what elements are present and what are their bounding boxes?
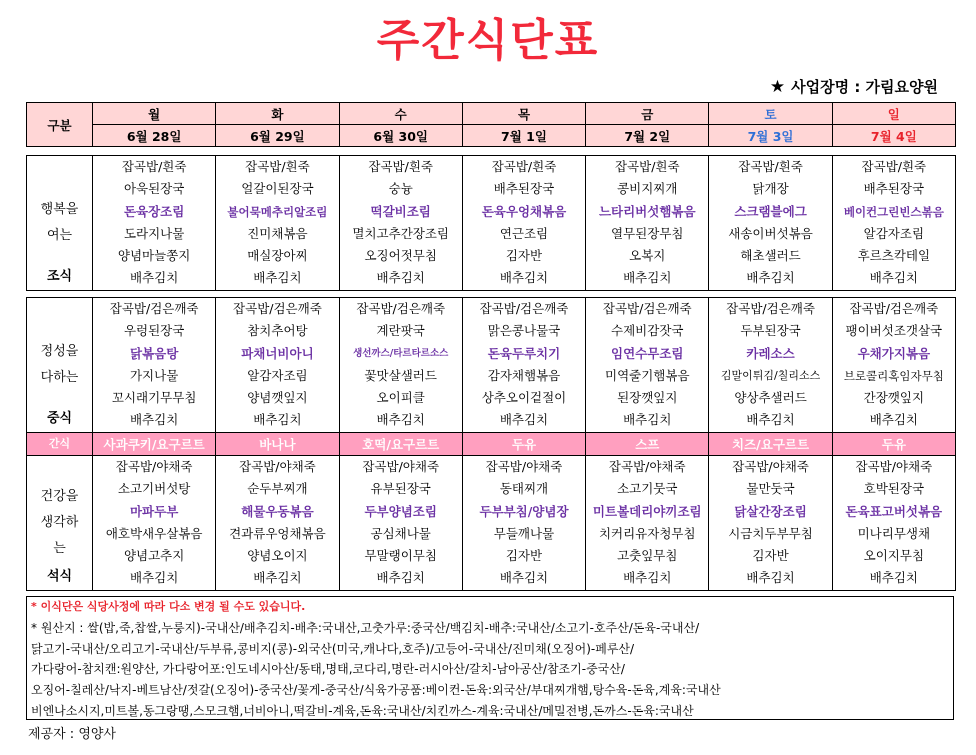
meal-label-bottom: 석식: [46, 568, 73, 584]
menu-item: 오이지무침: [863, 548, 925, 564]
menu-cell: [216, 156, 339, 291]
menu-item: 배추된장국: [493, 181, 555, 197]
menu-item: 우채가지볶음: [857, 345, 931, 361]
menu-item: 아욱된장국: [123, 181, 185, 197]
menu-item: 계란팟국: [376, 323, 425, 339]
supplier: 제공자 : 영양사: [28, 727, 116, 742]
meal-label-bottom: 조식: [46, 268, 73, 284]
menu-item: 돈육우엉채볶음: [481, 203, 567, 219]
menu-item: 공심채나물: [370, 525, 431, 541]
meal-label: [27, 156, 93, 291]
menu-item: 브로콜리혹임자무침: [843, 368, 944, 383]
menu-item: 미나리무생채: [857, 525, 931, 541]
menu-item: 알감자조림: [247, 367, 308, 383]
lunch-row: [27, 298, 956, 433]
menu-item: 매실장아찌: [247, 248, 308, 264]
menu-item: 해물우동볶음: [241, 503, 314, 519]
snack-item: 호떡/요구르트: [339, 432, 462, 455]
header-row-day: [27, 103, 956, 125]
menu-item: 임연수무조림: [611, 345, 684, 361]
menu-item: 간장깻잎지: [863, 390, 925, 406]
menu-item: 물만둣국: [746, 481, 795, 497]
menu-item: 가지나물: [129, 367, 179, 383]
menu-item: 미트볼데리야끼조림: [592, 503, 702, 519]
menu-cell: [339, 456, 462, 591]
menu-item: 감자채햄볶음: [487, 367, 561, 383]
menu-item: 순두부찌개: [247, 481, 308, 497]
menu-cell: [462, 456, 585, 591]
meal-label-top: 건강을 생각하는: [40, 488, 79, 556]
origin-line: 비엔나소시지,미트볼,동그랑땡,스모크햄,너비아니,떡갈비-계육,돈육:국내산/치킨까스-계육:국내산/메밀전병,돈까스-돈육:국내산: [31, 703, 694, 718]
menu-item: 김자반: [505, 548, 543, 564]
menu-item: 잡곡밥/야채죽: [608, 459, 686, 474]
menu-cell: [832, 298, 955, 433]
menu-item: 마파두부: [129, 503, 179, 519]
menu-item: 파채너비아니: [241, 345, 314, 361]
menu-item: 잡곡밥/검은깨죽: [849, 301, 939, 316]
menu-item: 해초샐러드: [740, 248, 801, 264]
menu-item: 닭볶음탕: [129, 345, 179, 361]
day-name: 월: [93, 103, 216, 125]
menu-item: 잡곡밥/검은깨죽: [356, 301, 446, 316]
facility-label: [770, 76, 938, 97]
menu-item: 김말이튀김/칠리소스: [720, 368, 821, 382]
menu-item: 배추김치: [746, 570, 795, 586]
menu-item: 멸치고추간장조림: [352, 225, 449, 241]
menu-item: 잡곡밥/야채죽: [855, 459, 933, 474]
menu-item: 우렁된장국: [123, 323, 185, 339]
menu-item: 배추된장국: [863, 181, 925, 197]
menu-item: 잡곡밥/야채죽: [485, 459, 563, 474]
snack-item: 두유: [832, 432, 955, 455]
menu-item: 미역줄기햄볶음: [605, 367, 690, 383]
menu-item: 알감자조림: [863, 225, 925, 241]
menu-item: 느타리버섯햄볶음: [598, 203, 696, 219]
menu-item: 김자반: [505, 248, 543, 264]
day-date: 7월 3일: [709, 125, 832, 147]
page-title: 주간식단표: [376, 15, 600, 66]
menu-item: 닭개장: [752, 181, 789, 197]
menu-item: 김자반: [752, 548, 789, 564]
menu-item: 잡곡밥/야채죽: [239, 459, 316, 474]
menu-cell: [462, 298, 585, 433]
breakfast-row: [27, 156, 956, 291]
origin-line: * 원산지 : 쌀(밥,죽,찹쌀,누룽지)-국내산/배추김치-배추:국내산,고춧가루:중국산/백김치-배추:국내산/소고기-호주산/돈육-국내산/: [31, 620, 700, 635]
meal-label: [27, 456, 93, 591]
menu-item: 배추김치: [253, 412, 302, 428]
meal-label-top: 정성을 다하는: [40, 343, 79, 385]
menu-item: 상추오이겉절이: [481, 390, 567, 406]
menu-item: 배추김치: [499, 412, 549, 428]
menu-item: 양상추샐러드: [734, 390, 807, 406]
menu-item: 소고기뭇국: [617, 481, 678, 497]
menu-item: 잡곡밥/흰죽: [368, 159, 433, 174]
meal-label: [27, 298, 93, 433]
menu-item: 배추김치: [499, 270, 549, 286]
menu-item: 얼갈이된장국: [241, 181, 314, 197]
menu-item: 불어묵메추리알조림: [227, 204, 328, 219]
menu-cell: [709, 456, 832, 591]
meal-label-bottom: 중식: [46, 410, 73, 426]
menu-item: 잡곡밥/흰죽: [614, 159, 680, 174]
menu-item: 배추김치: [253, 270, 302, 286]
menu-item: 두부부침/양념장: [479, 503, 569, 519]
snack-row: [27, 432, 956, 455]
header-table: [26, 102, 956, 147]
day-name: 수: [339, 103, 462, 125]
menu-cell: [339, 298, 462, 433]
menu-item: 도라지나물: [123, 225, 185, 241]
menu-item: 무들깨나물: [493, 525, 555, 541]
menu-item: 배추김치: [869, 412, 918, 428]
dinner-row: [27, 456, 956, 591]
breakfast-table: [26, 155, 956, 291]
menu-cell: [709, 298, 832, 433]
menu-cell: [586, 456, 709, 591]
day-date: 7월 2일: [586, 125, 709, 147]
menu-item: 돈육두루치기: [487, 345, 561, 361]
menu-cell: [586, 298, 709, 433]
menu-item: 잡곡밥/야채죽: [115, 459, 193, 474]
menu-item: 생선까스/타르타르소스: [353, 347, 449, 359]
menu-item: 잡곡밥/흰죽: [491, 159, 557, 174]
menu-item: 꽃맛살샐러드: [364, 367, 437, 383]
menu-item: 진미채볶음: [247, 225, 308, 241]
menu-item: 양념고추지: [123, 548, 185, 564]
menu-item: 베이컨그린빈스볶음: [843, 204, 944, 219]
snack-item: 바나나: [216, 432, 339, 455]
snack-item: 사과쿠키/요구르트: [93, 432, 216, 455]
menu-item: 시금치두부무침: [728, 525, 813, 541]
menu-cell: [93, 456, 216, 591]
menu-cell: [832, 456, 955, 591]
dinner-table: [26, 455, 956, 591]
menu-item: 팽이버섯조갯살국: [845, 323, 943, 339]
menu-item: 배추김치: [869, 270, 918, 286]
menu-item: 배추김치: [746, 270, 795, 286]
day-date: 6월 28일: [93, 125, 216, 147]
menu-item: 돈육장조림: [123, 203, 185, 219]
day-date: 7월 4일: [832, 125, 955, 147]
menu-item: 후르츠칵테일: [857, 248, 931, 264]
menu-item: 잡곡밥/검은깨죽: [726, 301, 815, 316]
menu-item: 배추김치: [253, 570, 302, 586]
menu-item: 잡곡밥/야채죽: [732, 459, 809, 474]
day-name: 금: [586, 103, 709, 125]
menu-item: 수제비감잣국: [611, 323, 684, 339]
menu-item: 잡곡밥/검은깨죽: [602, 301, 692, 316]
day-name: 일: [832, 103, 955, 125]
menu-cell: [93, 298, 216, 433]
day-name: 토: [709, 103, 832, 125]
header-label: 구분: [27, 103, 93, 147]
menu-cell: [339, 156, 462, 291]
menu-item: 숭늉: [388, 181, 413, 197]
snack-item: 스프: [586, 432, 709, 455]
menu-item: 양념마늘쫑지: [117, 248, 191, 264]
menu-cell: [832, 156, 955, 291]
menu-item: 배추김치: [623, 412, 672, 428]
menu-item: 호박된장국: [863, 481, 925, 497]
menu-item: 오복지: [629, 248, 666, 264]
star-icon: ★: [769, 77, 786, 97]
menu-item: 잡곡밥/검은깨죽: [479, 301, 569, 316]
menu-item: 애호박새우살볶음: [105, 525, 203, 541]
day-name: 화: [216, 103, 339, 125]
menu-item: 고춧잎무침: [617, 548, 678, 564]
menu-item: 새송이버섯볶음: [728, 225, 813, 241]
menu-cell: [216, 456, 339, 591]
menu-item: 오이피클: [376, 390, 425, 406]
menu-item: 배추김치: [869, 570, 918, 586]
menu-item: 무말랭이무침: [364, 548, 437, 564]
menu-cell: [709, 156, 832, 291]
menu-cell: [586, 156, 709, 291]
day-date: 6월 29일: [216, 125, 339, 147]
origin-notes: [26, 596, 954, 720]
menu-item: 열무된장무침: [611, 225, 684, 241]
menu-item: 꼬시래기무무침: [111, 390, 197, 406]
facility-name: 사업장명 : 가림요양원: [791, 78, 938, 96]
menu-item: 잡곡밥/야채죽: [362, 459, 440, 474]
menu-item: 잡곡밥/흰죽: [121, 159, 187, 174]
menu-item: 배추김치: [129, 570, 179, 586]
menu-item: 배추김치: [746, 412, 795, 428]
menu-item: 양념오이지: [247, 548, 308, 564]
snack-label: 간식: [27, 432, 93, 455]
menu-item: 닭살간장조림: [734, 503, 807, 519]
menu-item: 배추김치: [623, 570, 672, 586]
snack-item: 치즈/요구르트: [709, 432, 832, 455]
menu-item: 스크램블에그: [734, 203, 807, 219]
lunch-table: [26, 297, 956, 456]
menu-item: 배추김치: [376, 570, 425, 586]
menu-item: 잡곡밥/검은깨죽: [109, 301, 199, 316]
menu-item: 떡갈비조림: [370, 203, 431, 219]
change-warning: * 이식단은 식당사정에 따라 다소 변경 될 수도 있습니다.: [31, 600, 306, 613]
day-date: 6월 30일: [339, 125, 462, 147]
menu-item: 견과류우엉채볶음: [229, 525, 326, 541]
menu-item: 배추김치: [129, 270, 179, 286]
menu-item: 맑은콩나물국: [487, 323, 561, 339]
menu-item: 배추김치: [376, 270, 425, 286]
menu-item: 배추김치: [499, 570, 549, 586]
menu-item: 연근조림: [499, 225, 549, 241]
origin-line: 가다랑어-참치캔:원양산, 가다랑어포:인도네시아산/동태,명태,코다리,명란-러시아산/갈치-남아공산/참조기-중국산/: [31, 662, 625, 677]
day-name: 목: [462, 103, 585, 125]
menu-item: 배추김치: [376, 412, 425, 428]
day-date: 7월 1일: [462, 125, 585, 147]
menu-item: 배추김치: [623, 270, 672, 286]
menu-item: 잡곡밥/흰죽: [738, 159, 803, 174]
menu-item: 유부된장국: [370, 481, 431, 497]
origin-line: 닭고기-국내산/오리고기-국내산/두부류,콩비지(콩)-외국산(미국,캐나다,호주)/고등어-국내산/진미채(오징어)-페루산/: [31, 641, 635, 656]
menu-item: 콩비지찌개: [617, 181, 678, 197]
menu-item: 돈육표고버섯볶음: [845, 503, 943, 519]
menu-item: 잡곡밥/흰죽: [245, 159, 310, 174]
menu-item: 카레소스: [746, 345, 795, 361]
menu-item: 된장깻잎지: [617, 390, 678, 406]
menu-item: 잡곡밥/검은깨죽: [233, 301, 322, 316]
menu-item: 참치추어탕: [247, 323, 308, 339]
menu-item: 소고기버섯탕: [117, 481, 191, 497]
menu-item: 오징어젓무침: [364, 248, 437, 264]
menu-item: 동태찌개: [499, 481, 549, 497]
menu-cell: [462, 156, 585, 291]
menu-cell: [93, 156, 216, 291]
menu-item: 두부된장국: [740, 323, 801, 339]
snack-item: 두유: [462, 432, 585, 455]
menu-item: 치커리유자청무침: [598, 525, 696, 541]
menu-item: 두부양념조림: [364, 503, 437, 519]
menu-item: 잡곡밥/흰죽: [861, 159, 927, 174]
meal-label-top: 행복을 여는: [40, 201, 79, 243]
origin-line: 오징어-칠레산/낙지-베트남산/젓갈(오징어)-중국산/꽃게-중국산/식육가공품:베이컨-돈육:외국산/부대찌개햄,탕수육-돈육,계육:국내산: [31, 683, 721, 698]
header-row-date: [27, 125, 956, 147]
menu-item: 양념깻잎지: [247, 390, 308, 406]
menu-item: 배추김치: [129, 412, 179, 428]
menu-cell: [216, 298, 339, 433]
